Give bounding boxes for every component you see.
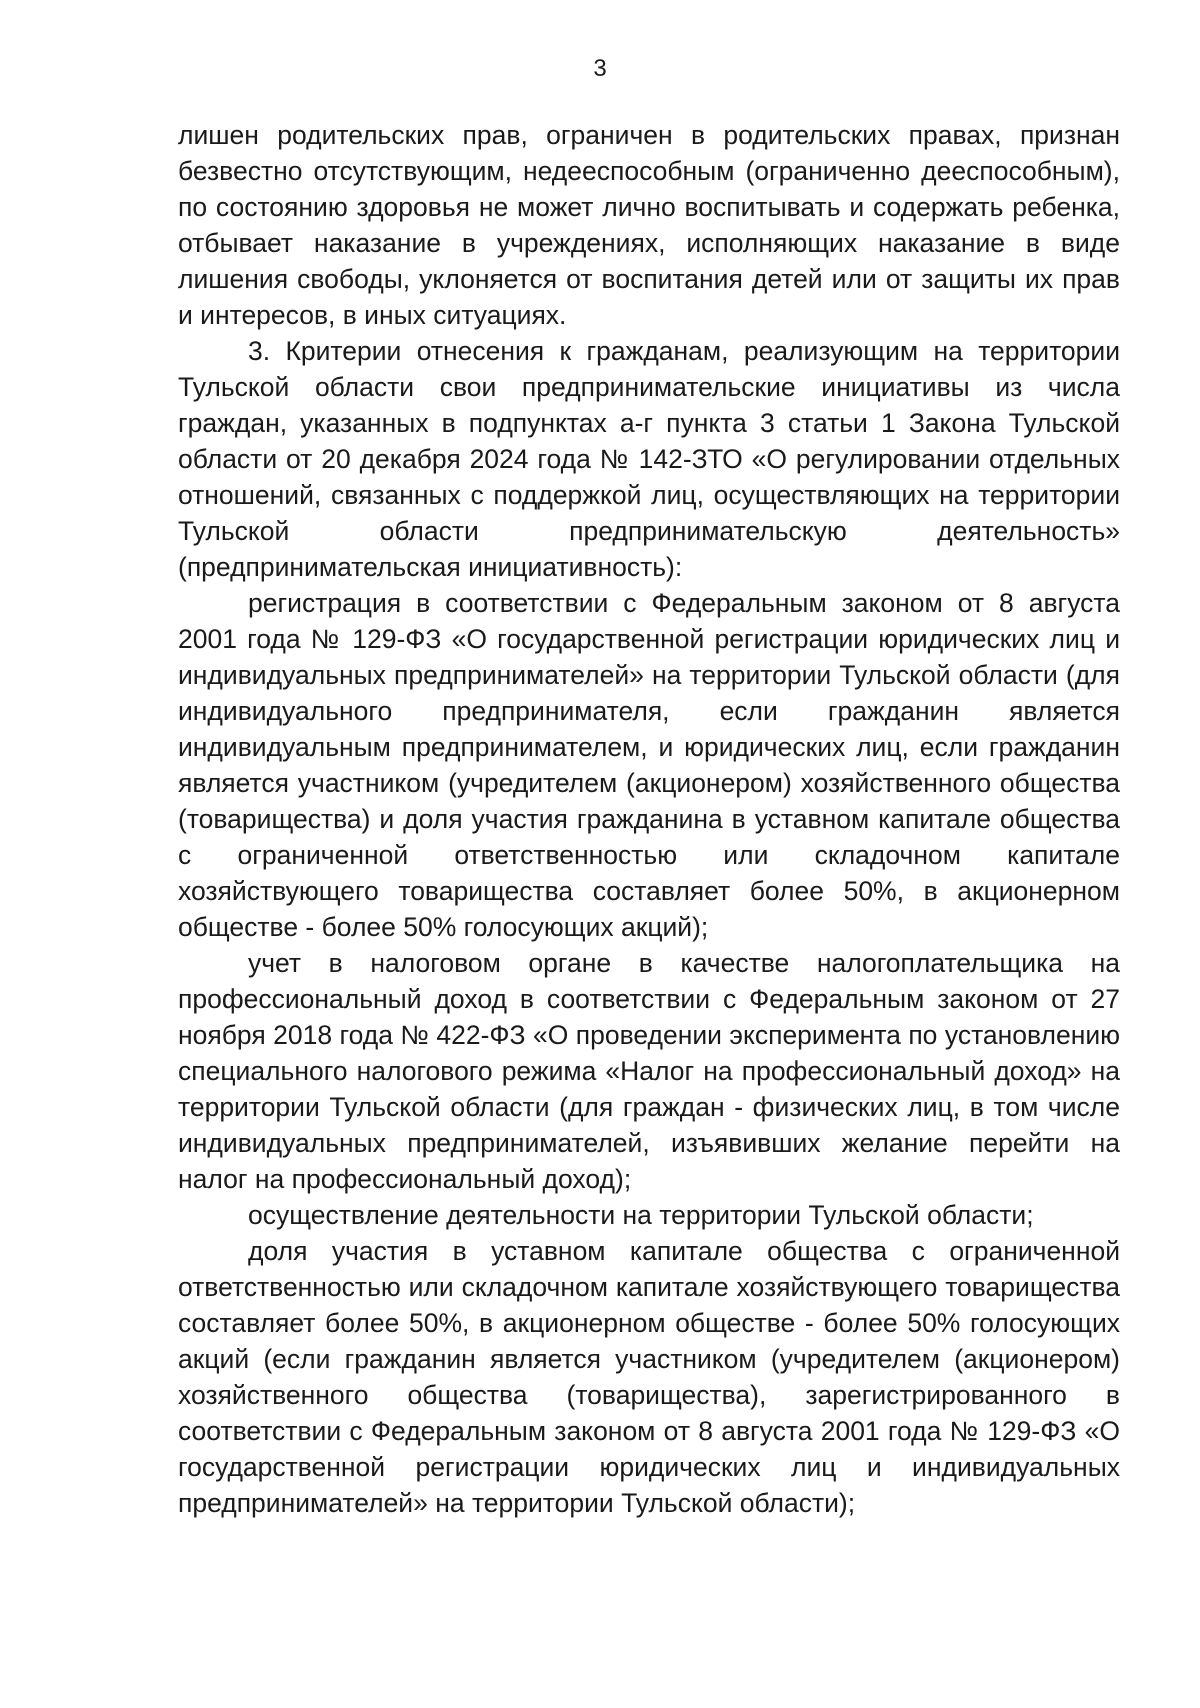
paragraph-capital-share: доля участия в уставном капитале общества с ограниченной ответственностью или складочном капитале хозяйствующего товарищества составляет более 50%, в акционерном обществе - более 50% голосующих акций (если гражданин является участником (учредителем (акционером) хозяйственного общества (товарищества), зарегистрированного в соответствии с Федеральным законом от 8 августа 2001 года № 129-ФЗ «О государственной регистрации юридических лиц и индивидуальных предпринимателей» на территории Тульской области); [178, 1236, 1120, 1518]
page-number: 3 [593, 55, 607, 82]
paragraph-activity: осуществление деятельности на территории Тульской области; [248, 1200, 1034, 1230]
paragraph-registration: регистрация в соответствии с Федеральным законом от 8 августа 2001 года № 129-ФЗ «О государственной регистрации юридических лиц и индивидуальных предпринимателей» на территории Тульской области (для индивидуального предпринимателя, если гражданин является индивидуальным предпринимателем, и юридических лиц, если гражданин является участником (учредителем (акционером) хозяйственного общества (товарищества) и доля участия гражданина в уставном капитале общества с ограниченной ответственностью или складочном капитале хозяйствующего товарищества составляет более 50%, в акционерном обществе - более 50% голосующих акций); [178, 588, 1120, 942]
paragraph-tax-registration: учет в налоговом органе в качестве налогоплательщика на профессиональный доход в соответствии с Федеральным законом от 27 ноября 2018 года № 422-ФЗ «О проведении эксперимента по установлению специального налогового режима «Налог на профессиональный доход» на территории Тульской области (для граждан - физических лиц, в том числе индивидуальных предпринимателей, изъявивших желание перейти на налог на профессиональный доход); [178, 948, 1120, 1194]
paragraph-criteria-heading: 3. Критерии отнесения к гражданам, реализующим на территории Тульской области свои предпринимательские инициативы из числа граждан, указанных в подпунктах а-г пункта 3 статьи 1 Закона Тульской области от 20 декабря 2024 года № 142-ЗТО «О регулировании отдельных отношений, связанных с поддержкой лиц, осуществляющих на территории Тульской области предпринимательскую деятельность» (предпринимательская инициативность): [178, 336, 1120, 582]
paragraph-continuation: лишен родительских прав, ограничен в родительских правах, признан безвестно отсутствующим, недееспособным (ограниченно дееспособным), по состоянию здоровья не может лично воспитывать и содержать ребенка, отбывает наказание в учреждениях, исполняющих наказание в виде лишения свободы, уклоняется от воспитания детей или от защиты их прав и интересов, в иных ситуациях. [178, 120, 1120, 330]
document-body [178, 117, 1120, 1521]
